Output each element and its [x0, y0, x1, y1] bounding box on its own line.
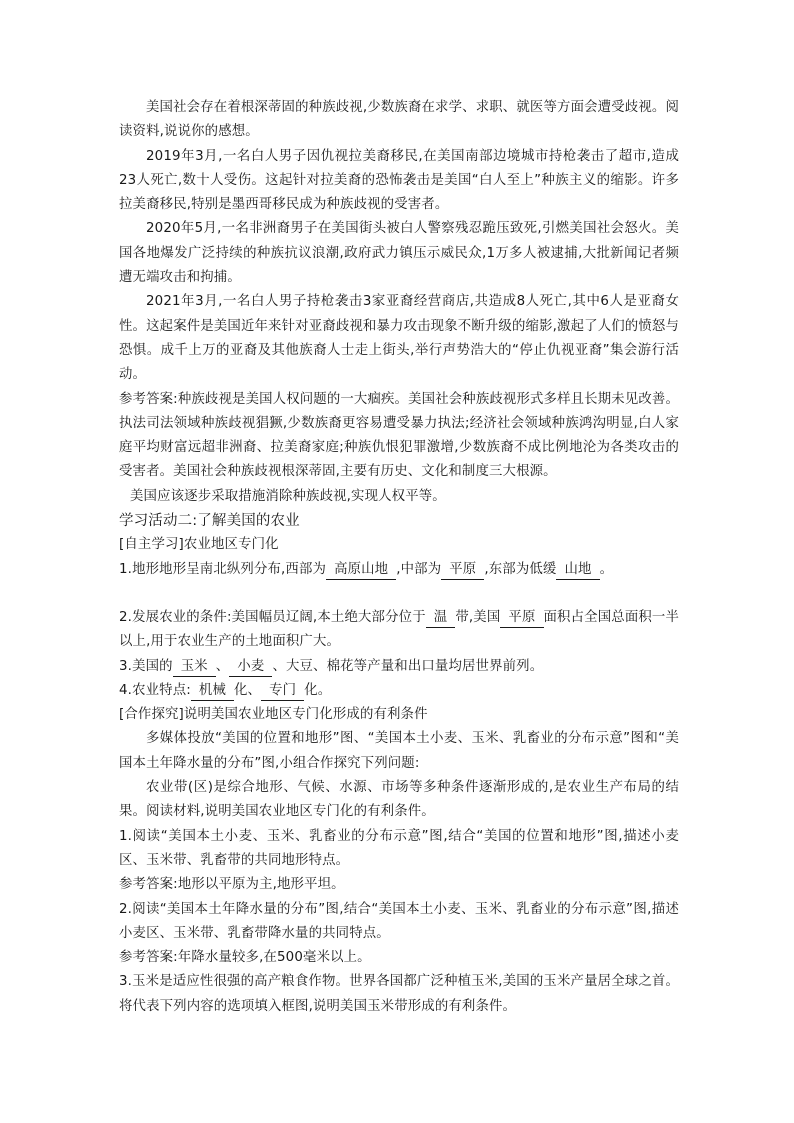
spacer [119, 582, 679, 606]
answer-blank: 玉米 [173, 658, 216, 677]
question-text: ,东部为低缓 [484, 561, 557, 577]
question-text: 带,美国 [455, 609, 501, 625]
question-conditions [119, 606, 679, 655]
case-paragraph-2019: 2019年3月,一名白人男子因仇视拉美裔移民,在美国南部边境城市持枪袭击了超市,造成23人死亡,数十人受伤。这起针对拉美裔的恐怖袭击是美国“白人至上”种族主义的缩影。许多拉美裔移民,特别是墨西哥移民成为种族歧视的受害者。 [119, 148, 679, 213]
question-text: 。 [599, 561, 614, 577]
cooperative-answer-1: 参考答案:地形以平原为主,地形平坦。 [119, 877, 345, 893]
question-features [119, 679, 679, 703]
cooperative-title: [合作探究]说明美国农业地区专门化形成的有利条件 [119, 707, 428, 723]
case-paragraph-2021: 2021年3月,一名白人男子持枪袭击3家亚裔经营商店,共造成8人死亡,其中6人是亚裔女性。这起案件是美国近年来针对亚裔歧视和暴力攻击现象不断升级的缩影,激起了人们的愤怒与恐惧。成千上万的亚裔及其他族裔人士走上街头,举行声势浩大的“停止仇视亚裔”集会游行活动。 [119, 294, 679, 383]
media-paragraph: 多媒体投放“美国的位置和地形”图、“美国本土小麦、玉米、乳畜业的分布示意”图和“美国本土年降水量的分布”图,小组合作探究下列问题: [119, 731, 679, 771]
cooperative-answer-2: 参考答案:年降水量较多,在500毫米以上。 [119, 950, 371, 966]
self-study-title: [自主学习]农业地区专门化 [119, 537, 279, 553]
question-text: 、 [215, 658, 230, 674]
cooperative-question-2: 2.阅读“美国本土年降水量的分布”图,结合“美国本土小麦、玉米、乳畜业的分布示意”图,描述小麦区、玉米带、乳畜带降水量的共同特点。 [119, 901, 679, 941]
answer-blank: 高原山地 [326, 561, 396, 580]
reference-answer-paragraph: 参考答案:种族歧视是美国人权问题的一大痼疾。美国社会种族歧视形式多样且长期未见改善。执法司法领域种族歧视猖獗,少数族裔更容易遭受暴力执法;经济社会领域种族鸿沟明显,白人家庭平均财富远超非洲裔、拉美裔家庭;种族仇恨犯罪激增,少数族裔不成比例地沦为各类攻击的受害者。美国社会种族歧视根深蒂固,主要有历史、文化和制度三大根源。 [119, 391, 679, 480]
question-text: ,中部为 [396, 561, 442, 577]
answer-blank: 平原 [441, 561, 484, 580]
case-paragraph-2020: 2020年5月,一名非洲裔男子在美国街头被白人警察残忍跪压致死,引燃美国社会怒火。美国各地爆发广泛持续的种族抗议浪潮,政府武力镇压示威民众,1万多人被逮捕,大批新闻记者频遭无端攻击和拘捕。 [119, 221, 679, 286]
intro-paragraph: 美国社会存在着根深蒂固的种族歧视,少数族裔在求学、求职、就医等方面会遭受歧视。阅读资料,说说你的感想。 [119, 100, 679, 140]
question-text: 化。 [304, 682, 332, 698]
answer-blank: 平原 [500, 609, 543, 628]
answer-blank: 机械 [191, 682, 234, 701]
answer-blank: 专门 [261, 682, 304, 701]
agri-belt-paragraph: 农业带(区)是综合地形、气候、水源、市场等多种条件逐渐形成的,是农业生产布局的结果。阅读材料,说明美国农业地区专门化的有利条件。 [119, 780, 679, 820]
question-crops [119, 655, 679, 679]
answer-blank: 山地 [556, 561, 599, 580]
question-text: 2.发展农业的条件:美国幅员辽阔,本土绝大部分位于 [119, 609, 426, 625]
answer-blank: 小麦 [229, 658, 272, 677]
question-terrain [119, 558, 679, 582]
question-text: 、大豆、棉花等产量和出口量均居世界前列。 [272, 658, 544, 674]
question-text: 4.农业特点: [119, 682, 191, 698]
activity-title: 学习活动二:了解美国的农业 [119, 513, 300, 530]
cooperative-question-3: 3.玉米是适应性很强的高产粮食作物。世界各国都广泛种植玉米,美国的玉米产量居全球之首。将代表下列内容的选项填入框图,说明美国玉米带形成的有利条件。 [119, 974, 679, 1014]
document-page [119, 96, 679, 1019]
answer-blank: 温 [426, 609, 456, 628]
question-text: 面积占全国总面积一半以上,用于农业生产的土地面积广大。 [119, 609, 680, 650]
reference-answer-conclusion: 美国应该逐步采取措施消除种族歧视,实现人权平等。 [130, 488, 446, 504]
question-text: 1.地形地形呈南北纵列分布,西部为 [119, 561, 327, 577]
cooperative-question-1: 1.阅读“美国本土小麦、玉米、乳畜业的分布示意”图,结合“美国的位置和地形”图,描述小麦区、玉米带、乳畜带的共同地形特点。 [119, 828, 679, 868]
question-text: 化、 [234, 682, 262, 698]
question-text: 3.美国的 [119, 658, 173, 674]
